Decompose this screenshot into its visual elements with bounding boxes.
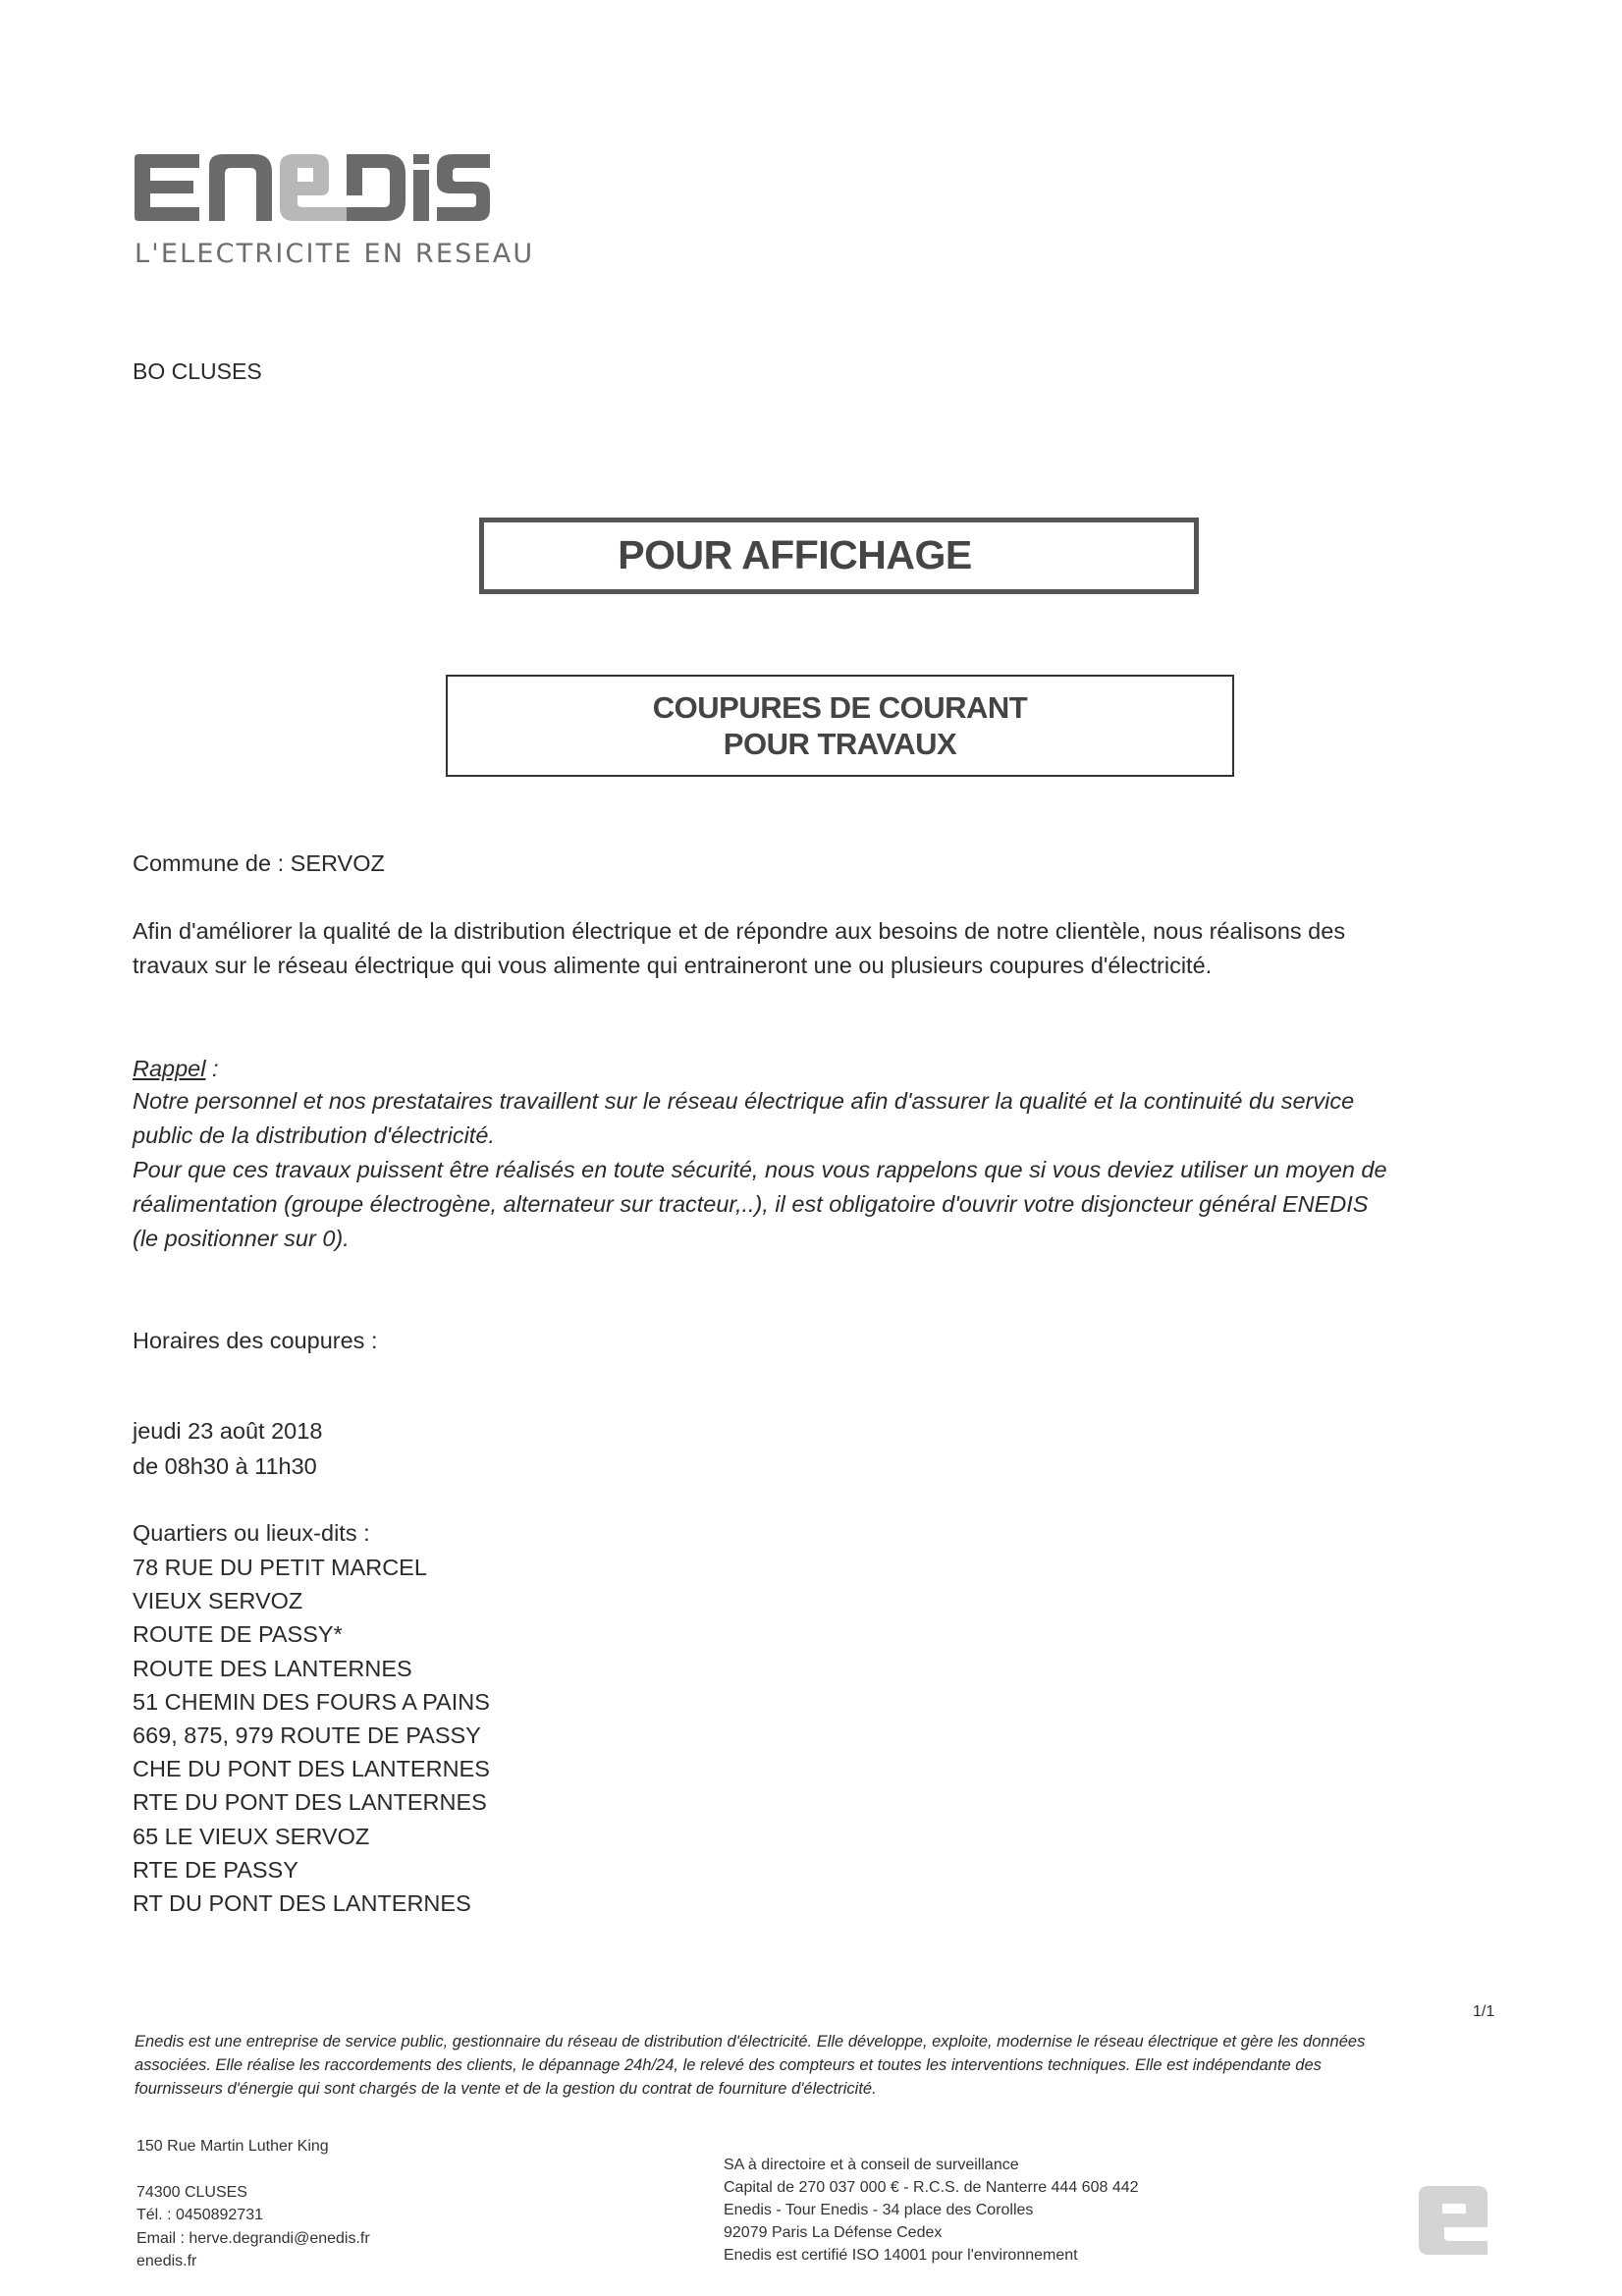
enedis-mark-icon <box>1415 2182 1491 2259</box>
company-line-3: Enedis - Tour Enedis - 34 place des Corolles <box>724 2202 1034 2218</box>
address-email[interactable]: Email : herve.degrandi@enedis.fr <box>136 2230 370 2247</box>
pour-affichage-box <box>479 518 1199 594</box>
location-item: 78 RUE DU PETIT MARCEL <box>133 1555 427 1580</box>
notice-subtitle-line1: COUPURES DE COURANT <box>652 690 1028 725</box>
locations-label: Quartiers ou lieux-dits : <box>133 1520 370 1546</box>
disclaimer-line-1: Enedis est une entreprise de service public, gestionnaire du réseau de distribution d'électricité. Elle développe, exploite, modernise le réseau électrique et gère les données <box>135 2033 1366 2050</box>
location-item: VIEUX SERVOZ <box>133 1588 303 1613</box>
notice-title: POUR AFFICHAGE <box>618 532 972 577</box>
coupures-box <box>446 675 1234 777</box>
location-item: ROUTE DE PASSY* <box>133 1621 343 1647</box>
outage-time: de 08h30 à 11h30 <box>133 1453 317 1479</box>
rappel-colon: : <box>205 1056 219 1081</box>
disclaimer-line-2: associées. Elle réalise les raccordements des clients, le dépannage 24h/24, le relevé des compteurs et toutes les interventions techniques. Elle est indépendante des <box>135 2056 1322 2074</box>
company-line-5: Enedis est certifié ISO 14001 pour l'environnement <box>724 2247 1078 2264</box>
location-item: 51 CHEMIN DES FOURS A PAINS <box>133 1689 490 1715</box>
website-link[interactable]: enedis.fr <box>136 2253 197 2269</box>
address-city: 74300 CLUSES <box>136 2184 247 2201</box>
outage-date: jeudi 23 août 2018 <box>133 1418 323 1444</box>
location-item: ROUTE DES LANTERNES <box>133 1656 412 1681</box>
address-phone: Tél. : 0450892731 <box>136 2207 263 2223</box>
rappel-line-5: (le positionner sur 0). <box>133 1226 350 1251</box>
location-item: CHE DU PONT DES LANTERNES <box>133 1756 490 1781</box>
intro-line-2: travaux sur le réseau électrique qui vous alimente qui entraineront une ou plusieurs coupures d'électricité. <box>133 953 1213 978</box>
rappel-line-4: réalimentation (groupe électrogène, alternateur sur tracteur,..), il est obligatoire d'ouvrir votre disjoncteur général ENEDIS <box>133 1191 1369 1217</box>
rappel-line-1: Notre personnel et nos prestataires travaillent sur le réseau électrique afin d'assurer la qualité et la continuité du service <box>133 1088 1355 1114</box>
enedis-logo-icon <box>133 152 491 223</box>
location-item: 669, 875, 979 ROUTE DE PASSY <box>133 1722 481 1748</box>
location-item: RTE DU PONT DES LANTERNES <box>133 1789 487 1815</box>
commune: Commune de : SERVOZ <box>133 850 385 876</box>
schedule-label: Horaires des coupures : <box>133 1328 378 1353</box>
location-item: 65 LE VIEUX SERVOZ <box>133 1824 370 1849</box>
intro-line-1: Afin d'améliorer la qualité de la distribution électrique et de répondre aux besoins de notre clientèle, nous réalisons des <box>133 918 1346 944</box>
rappel-line-3: Pour que ces travaux puissent être réalisés en toute sécurité, nous vous rappelons que si vous deviez utiliser un moyen de <box>133 1157 1387 1182</box>
notice-subtitle-line2: POUR TRAVAUX <box>723 727 957 761</box>
company-line-4: 92079 Paris La Défense Cedex <box>724 2224 943 2241</box>
company-line-2: Capital de 270 037 000 € - R.C.S. de Nanterre 444 608 442 <box>724 2179 1139 2196</box>
enedis-logo <box>133 152 491 223</box>
disclaimer-line-3: fournisseurs d'énergie qui sont chargés de la vente et de la gestion du contrat de fourniture d'électricité. <box>135 2080 877 2098</box>
page-number: 1/1 <box>1473 2003 1495 2020</box>
logo-tagline: L'ELECTRICITE EN RESEAU <box>135 239 535 269</box>
rappel-line-2: public de la distribution d'électricité. <box>133 1122 495 1148</box>
company-line-1: SA à directoire et à conseil de surveillance <box>724 2157 1019 2173</box>
rappel-heading <box>133 1056 219 1082</box>
location-item: RT DU PONT DES LANTERNES <box>133 1890 471 1916</box>
rappel-label: Rappel <box>133 1056 206 1081</box>
address-street: 150 Rue Martin Luther King <box>136 2138 329 2155</box>
office-name: BO CLUSES <box>133 358 262 384</box>
location-item: RTE DE PASSY <box>133 1857 298 1883</box>
